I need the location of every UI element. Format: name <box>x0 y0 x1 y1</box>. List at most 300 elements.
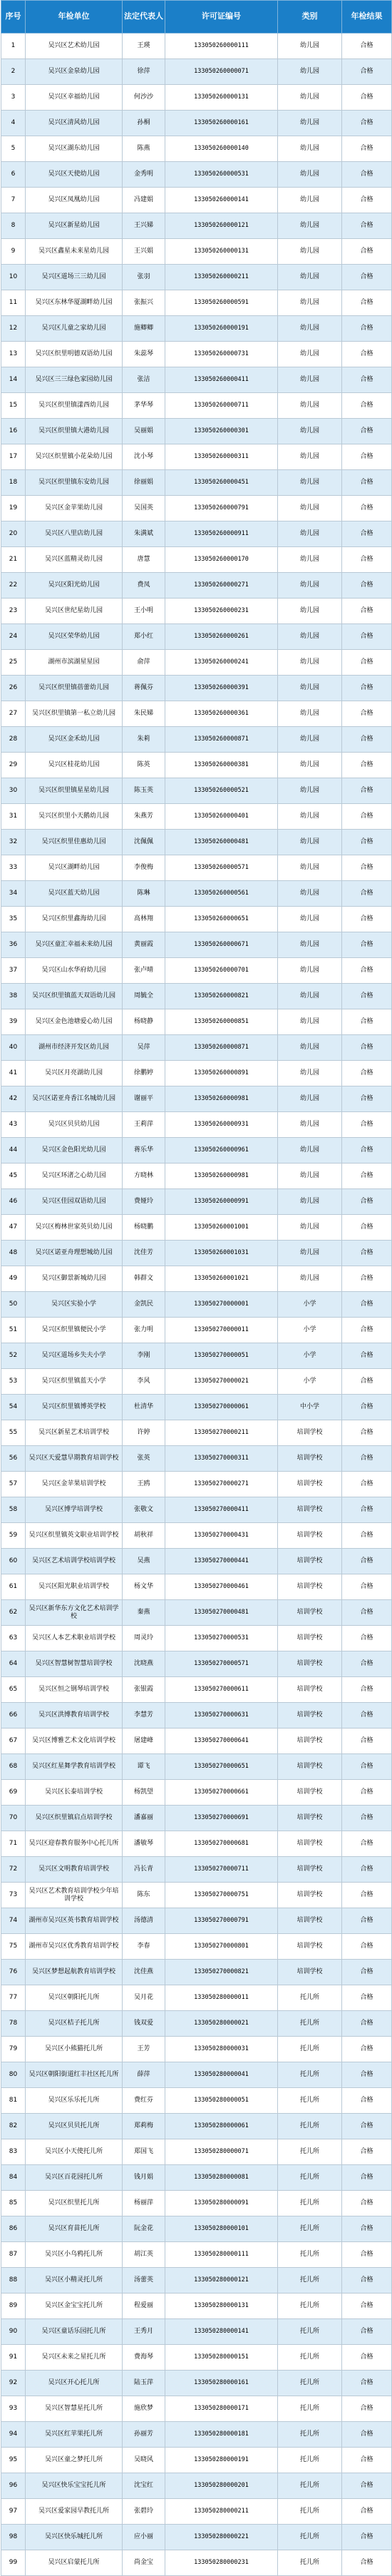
row-category: 培训学校 <box>278 1703 342 1729</box>
row-index: 1 <box>1 34 26 59</box>
table-row <box>1 367 392 393</box>
row-unit: 吴兴区天使幼儿园 <box>26 162 123 188</box>
row-index: 89 <box>1 2294 26 2319</box>
row-index: 28 <box>1 727 26 753</box>
row-unit: 吴兴区小精灵托儿所 <box>26 2268 123 2294</box>
row-unit: 吴兴区环渚之心幼儿园 <box>26 1164 123 1189</box>
row-index: 36 <box>1 932 26 958</box>
header-row <box>1 1 392 34</box>
row-legal-rep: 胡江英 <box>123 2242 165 2268</box>
table-row <box>1 2268 392 2294</box>
row-category: 幼儿园 <box>278 59 342 85</box>
row-index: 65 <box>1 1677 26 1703</box>
row-unit: 吴兴区织里镇漾西幼儿园 <box>26 393 123 419</box>
row-category: 托儿所 <box>278 2371 342 2396</box>
row-license-number: 133050280000021 <box>165 2011 278 2037</box>
row-category: 托儿所 <box>278 2268 342 2294</box>
row-license-number: 133050260000851 <box>165 1009 278 1035</box>
row-category: 幼儿园 <box>278 727 342 753</box>
row-unit: 吴兴区新星艺术培训学校 <box>26 1420 123 1446</box>
row-license-number: 133050260000131 <box>165 239 278 265</box>
row-license-number: 133050270000681 <box>165 1831 278 1857</box>
row-legal-rep: 张振兴 <box>123 290 165 316</box>
row-result: 合格 <box>342 1343 392 1369</box>
row-unit: 吴兴区阳光职业培训学校 <box>26 1574 123 1600</box>
row-unit: 吴兴区金泉幼儿园 <box>26 59 123 85</box>
row-index: 64 <box>1 1651 26 1677</box>
row-unit: 吴兴区山水华府幼儿园 <box>26 958 123 984</box>
table-row <box>1 2191 392 2216</box>
row-result: 合格 <box>342 2011 392 2037</box>
row-category: 幼儿园 <box>278 136 342 162</box>
row-index: 8 <box>1 213 26 239</box>
row-unit: 吴兴区诺亚舟理想城幼儿园 <box>26 1241 123 1266</box>
row-result: 合格 <box>342 1164 392 1189</box>
row-legal-rep: 王鸥 <box>123 1472 165 1497</box>
row-unit: 吴兴区开心托儿所 <box>26 2371 123 2396</box>
row-category: 培训学校 <box>278 1600 342 1626</box>
table-row <box>1 1908 392 1934</box>
row-category: 培训学校 <box>278 1651 342 1677</box>
row-unit: 吴兴区织里镇大港幼儿园 <box>26 419 123 444</box>
row-category: 幼儿园 <box>278 470 342 496</box>
row-license-number: 133050280000151 <box>165 2345 278 2371</box>
row-license-number: 133050280000071 <box>165 2139 278 2165</box>
row-category: 幼儿园 <box>278 855 342 881</box>
row-category: 托儿所 <box>278 1985 342 2011</box>
row-unit: 吴兴区金宝宝托儿所 <box>26 2294 123 2319</box>
row-category: 幼儿园 <box>278 1138 342 1164</box>
row-unit: 湖州市滨湖星星园 <box>26 650 123 676</box>
row-index: 81 <box>1 2088 26 2114</box>
row-category: 培训学校 <box>278 1523 342 1549</box>
row-legal-rep: 俞萍 <box>123 650 165 676</box>
row-unit: 吴兴区织里鑫海幼儿园 <box>26 907 123 932</box>
row-index: 54 <box>1 1395 26 1420</box>
table-row <box>1 1035 392 1061</box>
row-result: 合格 <box>342 1729 392 1754</box>
row-result: 合格 <box>342 881 392 907</box>
row-index: 56 <box>1 1446 26 1472</box>
row-unit: 吴兴区朝阳托儿所 <box>26 1985 123 2011</box>
table-row <box>1 624 392 650</box>
row-legal-rep: 施欣梦 <box>123 2396 165 2422</box>
row-result: 合格 <box>342 2473 392 2499</box>
row-category: 培训学校 <box>278 1446 342 1472</box>
table-row <box>1 444 392 470</box>
row-category: 幼儿园 <box>278 599 342 624</box>
row-category: 托儿所 <box>278 2525 342 2550</box>
row-index: 52 <box>1 1343 26 1369</box>
table-row <box>1 393 392 419</box>
row-category: 幼儿园 <box>278 1241 342 1266</box>
row-index: 70 <box>1 1806 26 1831</box>
row-category: 幼儿园 <box>278 958 342 984</box>
table-row <box>1 2037 392 2062</box>
row-unit: 吴兴区快乐宝宝托儿所 <box>26 2473 123 2499</box>
row-result: 合格 <box>342 34 392 59</box>
row-legal-rep: 张碧玲 <box>123 2499 165 2525</box>
row-category: 培训学校 <box>278 1883 342 1908</box>
row-result: 合格 <box>342 265 392 290</box>
row-legal-rep: 冯建娟 <box>123 188 165 213</box>
row-result: 合格 <box>342 342 392 367</box>
row-index: 2 <box>1 59 26 85</box>
row-unit: 吴兴区实验小学 <box>26 1292 123 1318</box>
row-index: 12 <box>1 316 26 342</box>
row-license-number: 133050280000131 <box>165 2294 278 2319</box>
row-unit: 吴兴区小熊猫托儿所 <box>26 2037 123 2062</box>
row-license-number: 133050260000791 <box>165 496 278 521</box>
row-result: 合格 <box>342 2037 392 2062</box>
row-legal-rep: 沈佳燕 <box>123 1960 165 1985</box>
table-row <box>1 573 392 599</box>
row-license-number: 133050270000711 <box>165 1857 278 1883</box>
row-index: 92 <box>1 2371 26 2396</box>
row-category: 培训学校 <box>278 1549 342 1574</box>
row-unit: 吴兴区织里镇便民小学 <box>26 1318 123 1343</box>
table-row <box>1 496 392 521</box>
table-row <box>1 1806 392 1831</box>
row-unit: 吴兴区道场乡失夫小学 <box>26 1343 123 1369</box>
row-license-number: 133050260000411 <box>165 367 278 393</box>
row-legal-rep: 王秀月 <box>123 2319 165 2345</box>
table-row <box>1 855 392 881</box>
row-index: 33 <box>1 855 26 881</box>
table-row <box>1 2011 392 2037</box>
row-index: 86 <box>1 2216 26 2242</box>
header-result: 年检结果 <box>342 1 392 34</box>
row-category: 幼儿园 <box>278 188 342 213</box>
header-license-number: 许可证编号 <box>165 1 278 34</box>
row-result: 合格 <box>342 1934 392 1960</box>
row-legal-rep: 费凤 <box>123 573 165 599</box>
row-result: 合格 <box>342 1369 392 1395</box>
table-row <box>1 1343 392 1369</box>
row-unit: 吴兴区贝贝幼儿园 <box>26 1112 123 1138</box>
row-result: 合格 <box>342 162 392 188</box>
row-category: 幼儿园 <box>278 85 342 111</box>
table-row <box>1 1420 392 1446</box>
row-result: 合格 <box>342 290 392 316</box>
row-result: 合格 <box>342 1035 392 1061</box>
row-legal-rep: 王芳 <box>123 2037 165 2062</box>
row-unit: 湖州市吴兴区英书教育培训学校 <box>26 1908 123 1934</box>
row-unit: 吴兴区道场三三幼儿园 <box>26 265 123 290</box>
row-legal-rep: 吴萍 <box>123 1035 165 1061</box>
row-index: 39 <box>1 1009 26 1035</box>
table-row <box>1 1009 392 1035</box>
row-result: 合格 <box>342 1112 392 1138</box>
row-legal-rep: 金秀明 <box>123 162 165 188</box>
table-body <box>1 34 392 2576</box>
row-result: 合格 <box>342 2139 392 2165</box>
row-index: 17 <box>1 444 26 470</box>
row-result: 合格 <box>342 1908 392 1934</box>
row-category: 托儿所 <box>278 2062 342 2088</box>
row-legal-rep: 吴晓风 <box>123 2448 165 2473</box>
row-legal-rep: 吴月花 <box>123 1985 165 2011</box>
row-index: 71 <box>1 1831 26 1857</box>
row-license-number: 133050260000170 <box>165 547 278 573</box>
row-unit: 吴兴区湖畔幼儿园 <box>26 855 123 881</box>
row-legal-rep: 屠建峰 <box>123 1729 165 1754</box>
row-unit: 吴兴区新星幼儿园 <box>26 213 123 239</box>
row-result: 合格 <box>342 85 392 111</box>
row-category: 幼儿园 <box>278 316 342 342</box>
row-result: 合格 <box>342 701 392 727</box>
row-category: 幼儿园 <box>278 624 342 650</box>
row-index: 78 <box>1 2011 26 2037</box>
row-license-number: 133050260000211 <box>165 265 278 290</box>
row-legal-rep: 朱莉 <box>123 727 165 753</box>
row-legal-rep: 冯长青 <box>123 1857 165 1883</box>
row-unit: 吴兴区佳园双语幼儿园 <box>26 1189 123 1215</box>
row-result: 合格 <box>342 367 392 393</box>
row-result: 合格 <box>342 958 392 984</box>
row-index: 42 <box>1 1086 26 1112</box>
row-license-number: 133050260000991 <box>165 1189 278 1215</box>
row-result: 合格 <box>342 830 392 855</box>
row-category: 托儿所 <box>278 2139 342 2165</box>
row-legal-rep: 阮金花 <box>123 2216 165 2242</box>
row-result: 合格 <box>342 804 392 830</box>
row-license-number: 133050270000531 <box>165 1626 278 1651</box>
table-row <box>1 1086 392 1112</box>
row-category: 小学 <box>278 1318 342 1343</box>
row-legal-rep: 王兴娣 <box>123 213 165 239</box>
row-category: 培训学校 <box>278 1472 342 1497</box>
row-legal-rep: 许婷 <box>123 1420 165 1446</box>
row-license-number: 133050280000091 <box>165 2191 278 2216</box>
table-row <box>1 2448 392 2473</box>
row-unit: 吴兴区人本艺术职业培训学校 <box>26 1626 123 1651</box>
row-index: 55 <box>1 1420 26 1446</box>
row-category: 幼儿园 <box>278 881 342 907</box>
table-row <box>1 753 392 778</box>
row-legal-rep: 谭飞 <box>123 1754 165 1780</box>
row-index: 35 <box>1 907 26 932</box>
table-row <box>1 881 392 907</box>
row-legal-rep: 唐慧 <box>123 547 165 573</box>
row-unit: 吴兴区艺术教育培训学校少年培训学校 <box>26 1883 123 1908</box>
table-row <box>1 2422 392 2448</box>
row-result: 合格 <box>342 1215 392 1241</box>
row-license-number: 133050260000241 <box>165 650 278 676</box>
row-category: 中小学 <box>278 1395 342 1420</box>
table-row <box>1 2550 392 2576</box>
table-row <box>1 547 392 573</box>
row-result: 合格 <box>342 984 392 1009</box>
row-license-number: 133050260000391 <box>165 676 278 701</box>
row-license-number: 133050260000521 <box>165 778 278 804</box>
row-legal-rep: 朱满斌 <box>123 521 165 547</box>
row-unit: 吴兴区天爱慧早期教育培训学校 <box>26 1446 123 1472</box>
table-row <box>1 1677 392 1703</box>
row-index: 93 <box>1 2396 26 2422</box>
row-category: 幼儿园 <box>278 111 342 136</box>
row-result: 合格 <box>342 727 392 753</box>
row-license-number: 133050260001021 <box>165 1266 278 1292</box>
row-license-number: 133050260000821 <box>165 984 278 1009</box>
row-result: 合格 <box>342 1600 392 1626</box>
row-category: 托儿所 <box>278 2011 342 2037</box>
row-license-number: 133050280000111 <box>165 2242 278 2268</box>
row-license-number: 133050280000231 <box>165 2550 278 2576</box>
table-row <box>1 2473 392 2499</box>
row-index: 76 <box>1 1960 26 1985</box>
row-legal-rep: 杜清华 <box>123 1395 165 1420</box>
row-category: 幼儿园 <box>278 1164 342 1189</box>
row-legal-rep: 高林翔 <box>123 907 165 932</box>
table-row <box>1 2165 392 2191</box>
row-unit: 吴兴区东林华厦湖畔幼儿园 <box>26 290 123 316</box>
row-category: 托儿所 <box>278 2448 342 2473</box>
table-row <box>1 907 392 932</box>
row-legal-rep: 郑国飞 <box>123 2139 165 2165</box>
row-result: 合格 <box>342 188 392 213</box>
row-category: 培训学校 <box>278 1626 342 1651</box>
row-legal-rep: 尚金宝 <box>123 2550 165 2576</box>
row-unit: 吴兴区儿童之家幼儿园 <box>26 316 123 342</box>
row-unit: 吴兴区红苹果托儿所 <box>26 2422 123 2448</box>
row-index: 82 <box>1 2114 26 2139</box>
table-row <box>1 239 392 265</box>
row-unit: 吴兴区文明教育培训学校 <box>26 1857 123 1883</box>
row-unit: 吴兴区艺术幼儿园 <box>26 34 123 59</box>
table-row <box>1 1703 392 1729</box>
row-index: 77 <box>1 1985 26 2011</box>
row-index: 37 <box>1 958 26 984</box>
table-row <box>1 1883 392 1908</box>
row-license-number: 133050260000481 <box>165 830 278 855</box>
row-index: 13 <box>1 342 26 367</box>
row-license-number: 133050280000211 <box>165 2499 278 2525</box>
row-legal-rep: 杨晓鹏 <box>123 1215 165 1241</box>
row-unit: 吴兴区织里镇英文职业培训学校 <box>26 1523 123 1549</box>
row-license-number: 133050270000311 <box>165 1446 278 1472</box>
row-index: 26 <box>1 676 26 701</box>
row-legal-rep: 陈琳 <box>123 881 165 907</box>
row-result: 合格 <box>342 1985 392 2011</box>
row-unit: 吴兴区博学培训学校 <box>26 1497 123 1523</box>
row-license-number: 133050260000121 <box>165 213 278 239</box>
row-unit: 吴兴区小天使托儿所 <box>26 2139 123 2165</box>
row-result: 合格 <box>342 1754 392 1780</box>
table-row <box>1 1626 392 1651</box>
row-legal-rep: 谢丽平 <box>123 1086 165 1112</box>
table-row <box>1 85 392 111</box>
row-index: 61 <box>1 1574 26 1600</box>
header-index: 序号 <box>1 1 26 34</box>
row-legal-rep: 费娅玲 <box>123 1189 165 1215</box>
row-index: 5 <box>1 136 26 162</box>
table-row <box>1 830 392 855</box>
row-result: 合格 <box>342 2242 392 2268</box>
table-row <box>1 1549 392 1574</box>
row-index: 44 <box>1 1138 26 1164</box>
table-row <box>1 2525 392 2550</box>
row-index: 87 <box>1 2242 26 2268</box>
row-unit: 吴兴区贝贝托儿所 <box>26 2114 123 2139</box>
row-index: 30 <box>1 778 26 804</box>
row-index: 43 <box>1 1112 26 1138</box>
row-category: 幼儿园 <box>278 650 342 676</box>
row-legal-rep: 周灵玲 <box>123 1626 165 1651</box>
row-license-number: 133050270000651 <box>165 1754 278 1780</box>
row-license-number: 133050260001001 <box>165 1215 278 1241</box>
row-unit: 吴兴区织里镇蓝天小学 <box>26 1369 123 1395</box>
row-category: 培训学校 <box>278 1960 342 1985</box>
row-legal-rep: 汤德清 <box>123 1908 165 1934</box>
row-result: 合格 <box>342 2088 392 2114</box>
row-license-number: 133050270000661 <box>165 1780 278 1806</box>
row-category: 托儿所 <box>278 2242 342 2268</box>
row-license-number: 133050270000641 <box>165 1729 278 1754</box>
row-license-number: 133050260000911 <box>165 521 278 547</box>
table-row <box>1 1729 392 1754</box>
table-row <box>1 932 392 958</box>
row-category: 托儿所 <box>278 2473 342 2499</box>
table-row <box>1 1138 392 1164</box>
row-result: 合格 <box>342 2525 392 2550</box>
table-row <box>1 162 392 188</box>
row-license-number: 133050280000101 <box>165 2216 278 2242</box>
row-category: 幼儿园 <box>278 290 342 316</box>
row-result: 合格 <box>342 239 392 265</box>
row-unit: 吴兴区桔子托儿所 <box>26 2011 123 2037</box>
row-legal-rep: 陈英 <box>123 753 165 778</box>
row-index: 10 <box>1 265 26 290</box>
row-result: 合格 <box>342 1292 392 1318</box>
row-result: 合格 <box>342 136 392 162</box>
row-legal-rep: 汤蕾英 <box>123 2268 165 2294</box>
row-category: 幼儿园 <box>278 34 342 59</box>
row-index: 14 <box>1 367 26 393</box>
row-result: 合格 <box>342 2114 392 2139</box>
row-legal-rep: 张敬文 <box>123 1497 165 1523</box>
row-category: 托儿所 <box>278 2216 342 2242</box>
row-index: 41 <box>1 1061 26 1086</box>
row-unit: 吴兴区迎春教育服务中心托儿所 <box>26 1831 123 1857</box>
table-row <box>1 2371 392 2396</box>
table-row <box>1 1857 392 1883</box>
row-license-number: 133050270000411 <box>165 1497 278 1523</box>
row-legal-rep: 陈玉英 <box>123 778 165 804</box>
row-result: 合格 <box>342 1857 392 1883</box>
row-legal-rep: 徐丽娟 <box>123 470 165 496</box>
row-index: 63 <box>1 1626 26 1651</box>
row-license-number: 133050260000561 <box>165 881 278 907</box>
row-index: 98 <box>1 2525 26 2550</box>
row-unit: 吴兴区织里佳惠幼儿园 <box>26 830 123 855</box>
table-row <box>1 650 392 676</box>
row-index: 15 <box>1 393 26 419</box>
row-result: 合格 <box>342 2396 392 2422</box>
row-index: 34 <box>1 881 26 907</box>
row-legal-rep: 茅华琴 <box>123 393 165 419</box>
row-license-number: 133050260000931 <box>165 1112 278 1138</box>
row-license-number: 133050260000381 <box>165 753 278 778</box>
row-unit: 吴兴区金色阳光幼儿园 <box>26 1138 123 1164</box>
row-legal-rep: 吴丽娟 <box>123 419 165 444</box>
table-row <box>1 2294 392 2319</box>
row-license-number: 133050260000711 <box>165 393 278 419</box>
table-header <box>1 1 392 34</box>
row-unit: 吴兴区织里小天鹅幼儿园 <box>26 804 123 830</box>
row-legal-rep: 秦燕 <box>123 1600 165 1626</box>
row-index: 73 <box>1 1883 26 1908</box>
